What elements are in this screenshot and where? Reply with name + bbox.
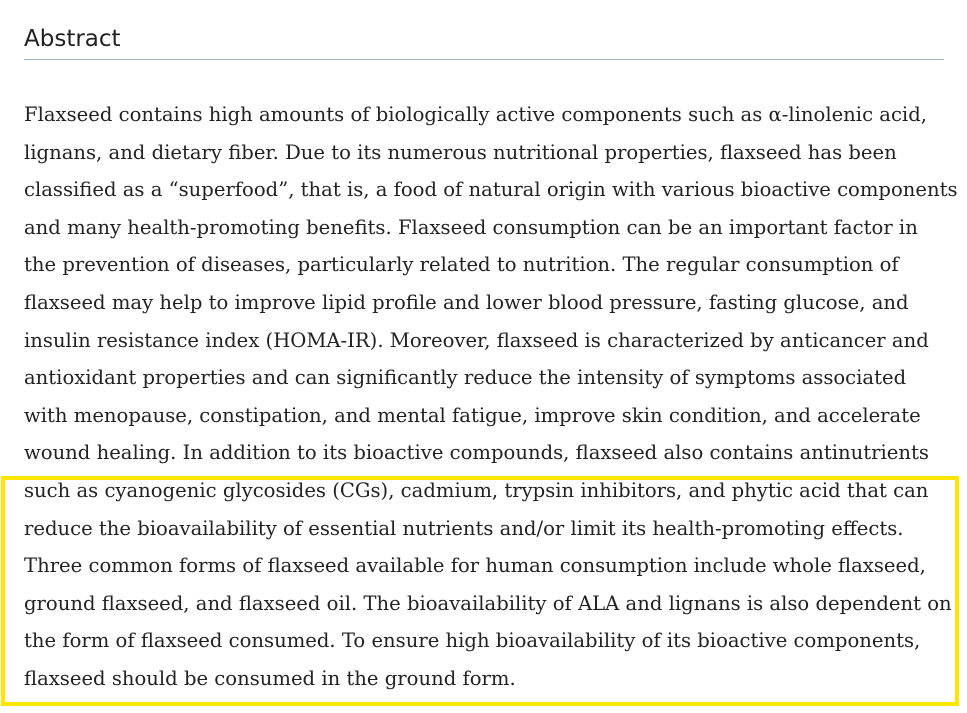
abstract-line-9: with menopause, constipation, and mental fatigue, improve skin condition, and accelerate <box>24 403 921 427</box>
section-header <box>24 20 944 60</box>
abstract-text <box>24 96 958 698</box>
section-title: Abstract <box>24 26 121 52</box>
abstract-line-12: reduce the bioavailability of essential nutrients and/or limit its health-promoting effects. <box>24 516 904 540</box>
abstract-line-6: flaxseed may help to improve lipid profile and lower blood pressure, fasting glucose, and <box>24 290 909 314</box>
abstract-line-4: and many health-promoting benefits. Flaxseed consumption can be an important factor in <box>24 215 918 239</box>
abstract-line-11: such as cyanogenic glycosides (CGs), cadmium, trypsin inhibitors, and phytic acid that can <box>24 478 929 502</box>
abstract-line-15: the form of flaxseed consumed. To ensure high bioavailability of its bioactive components, <box>24 629 921 653</box>
abstract-line-2: lignans, and dietary fiber. Due to its numerous nutritional properties, flaxseed has been <box>24 140 897 164</box>
abstract-line-13: Three common forms of flaxseed available for human consumption include whole flaxseed, <box>24 554 926 578</box>
abstract-line-3: classified as a “superfood”, that is, a food of natural origin with various bioactive components <box>24 178 958 202</box>
abstract-line-8: antioxidant properties and can significantly reduce the intensity of symptoms associated <box>24 366 907 390</box>
abstract-line-14: ground flaxseed, and flaxseed oil. The bioavailability of ALA and lignans is also dependent on <box>24 591 952 615</box>
abstract-line-1: Flaxseed contains high amounts of biologically active components such as α-linolenic acid, <box>24 103 927 126</box>
abstract-page <box>24 20 958 710</box>
abstract-line-7: insulin resistance index (HOMA-IR). Moreover, flaxseed is characterized by anticancer and <box>24 328 929 352</box>
abstract-line-5: the prevention of diseases, particularly related to nutrition. The regular consumption of <box>24 253 899 277</box>
abstract-line-16: flaxseed should be consumed in the ground form. <box>24 666 516 690</box>
abstract-line-10: wound healing. In addition to its bioactive compounds, flaxseed also contains antinutrients <box>24 441 929 465</box>
